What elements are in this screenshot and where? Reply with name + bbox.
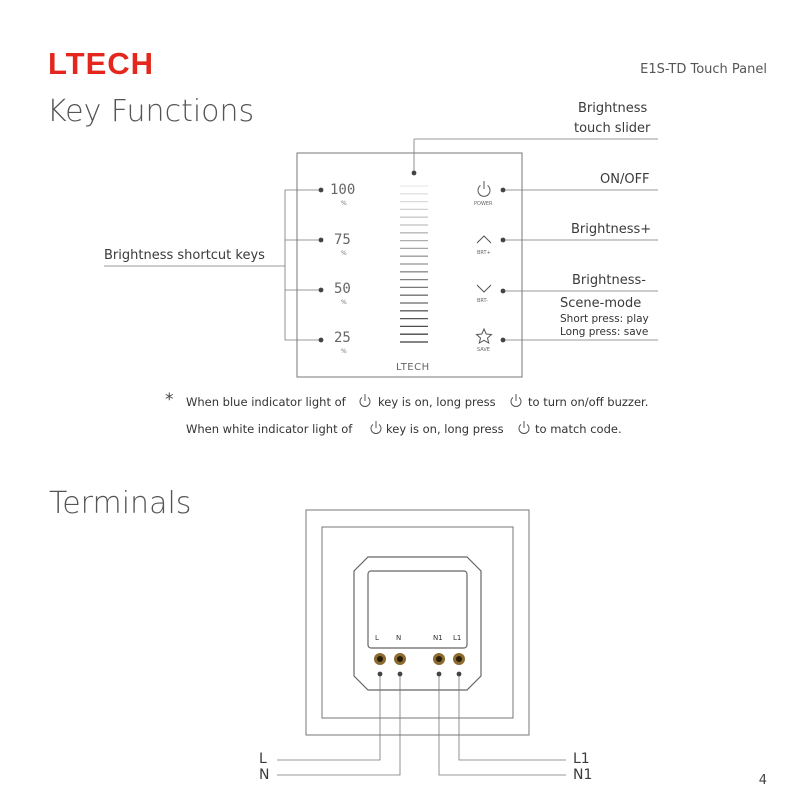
- wall-box-inner: [322, 527, 513, 718]
- percent-label: %: [341, 348, 347, 355]
- chevron-down-icon: [477, 285, 491, 292]
- power-icon: [360, 394, 370, 407]
- key-functions-heading: Key Functions: [47, 94, 255, 129]
- wall-box-outer: [306, 510, 529, 735]
- terminal-label-l1: L1: [453, 634, 462, 642]
- terminal-screw-hole: [377, 656, 383, 662]
- terminal-label-n1: N1: [433, 634, 443, 642]
- short-press-text: Short press: play: [560, 313, 649, 325]
- terminal-label-l: L: [375, 634, 379, 642]
- terminal-screw-hole: [397, 656, 403, 662]
- power-caption: POWER: [474, 201, 493, 207]
- save-caption: SAVE: [477, 347, 490, 353]
- long-press-text: Long press: save: [560, 326, 649, 338]
- star-icon: [477, 329, 492, 343]
- slider-label-line2: touch slider: [574, 121, 651, 136]
- shortcut-key-50: 50: [334, 281, 351, 297]
- note2-part-a: When white indicator light of: [186, 422, 353, 436]
- note1-part-a: When blue indicator light of: [186, 395, 346, 409]
- brt-minus-caption: BRT-: [477, 298, 488, 304]
- scene-mode-label: Scene-mode: [560, 296, 642, 311]
- shortcut-key-75: 75: [334, 232, 351, 248]
- slider-label-line1: Brightness: [578, 101, 648, 116]
- brt-plus-caption: BRT+: [477, 250, 491, 256]
- terminal-module: [354, 557, 481, 690]
- wire-label-l: L: [259, 751, 267, 767]
- asterisk: *: [165, 390, 174, 410]
- document-title: E1S-TD Touch Panel: [640, 62, 767, 77]
- brightness-plus-label: Brightness+: [571, 222, 652, 237]
- power-icon: [511, 394, 521, 406]
- shortcut-key-25: 25: [334, 330, 351, 346]
- shortcut-keys-label: Brightness shortcut keys: [104, 248, 265, 263]
- note2-part-b: key is on, long press: [386, 422, 504, 436]
- power-icon: [519, 421, 529, 434]
- on-off-label: ON/OFF: [600, 172, 650, 187]
- wire-label-l1: L1: [573, 751, 590, 767]
- power-icon: [371, 421, 381, 434]
- terminal-screw-hole: [456, 656, 462, 662]
- note1-part-c: to turn on/off buzzer.: [528, 395, 649, 409]
- brightness-minus-label: Brightness-: [572, 273, 646, 288]
- shortcut-key-100: 100: [330, 182, 356, 198]
- wire-label-n1: N1: [573, 767, 593, 783]
- percent-label: %: [341, 250, 347, 257]
- brightness-slider: [400, 186, 428, 342]
- terminal-connectors: [374, 653, 465, 665]
- note1-part-b: key is on, long press: [378, 395, 496, 409]
- percent-label: %: [341, 200, 347, 207]
- page-number: 4: [758, 773, 767, 788]
- brand-logo: LTECH: [48, 46, 155, 81]
- terminal-screw-hole: [436, 656, 442, 662]
- power-icon: [478, 181, 490, 196]
- panel-logo: LTECH: [396, 362, 430, 373]
- note2-part-c: to match code.: [535, 422, 622, 436]
- chevron-up-icon: [477, 236, 491, 243]
- terminal-label-n: N: [396, 634, 402, 642]
- percent-label: %: [341, 299, 347, 306]
- wire-label-n: N: [259, 767, 270, 783]
- terminals-heading: Terminals: [49, 486, 192, 521]
